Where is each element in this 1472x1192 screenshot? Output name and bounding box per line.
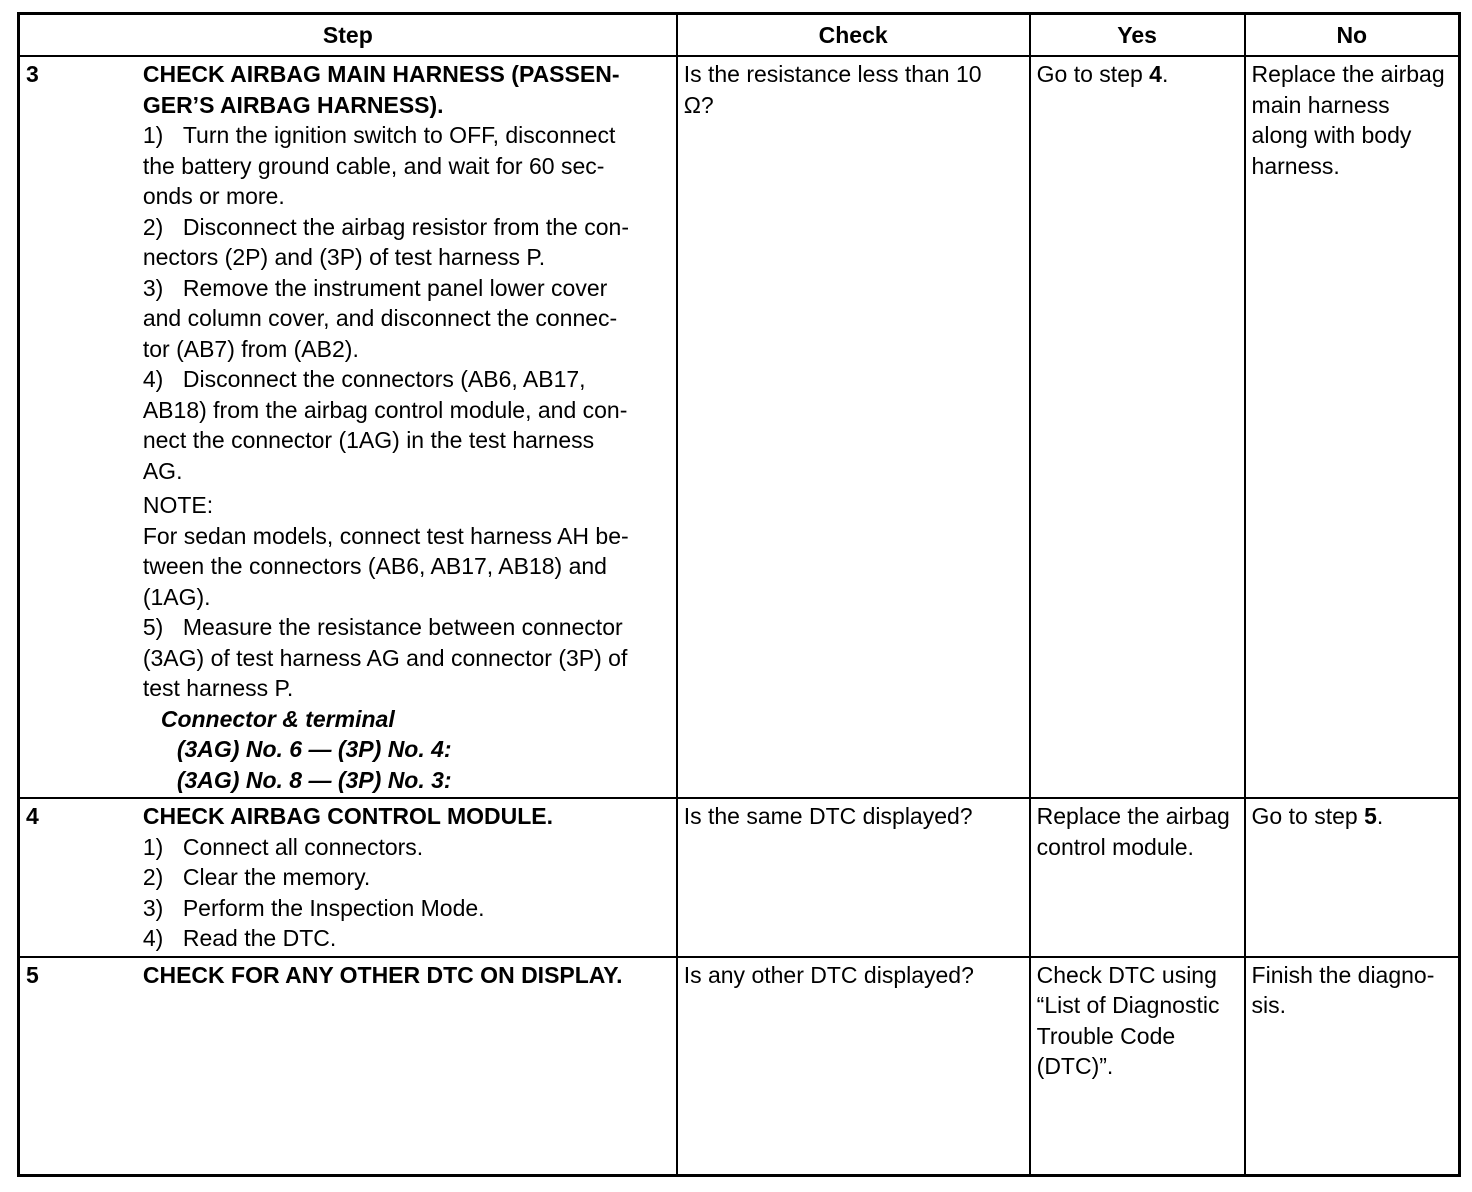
check-cell: Is the resistance less than 10 Ω? [677, 56, 1030, 798]
step-reference: 4 [1149, 61, 1162, 87]
procedure-item: 1) Turn the ignition switch to OFF, disconnect the battery ground cable, and wait for 60 sec- onds or more. [142, 122, 616, 209]
no-cell: Replace the airbag main harness along with body harness. [1245, 56, 1460, 798]
yes-cell: Check DTC using “List of Diagnostic Trouble Code (DTC)”. [1030, 957, 1245, 1176]
procedure-item: 3) Perform the Inspection Mode. [142, 894, 485, 921]
spec-line: (3AG) No. 6 — (3P) No. 4: [176, 736, 452, 762]
procedure-item: 5) Measure the resistance between connector (3AG) of test harness AG and connector (3P) of test harness P. [142, 614, 628, 701]
table-row [19, 798, 1460, 957]
step-number: 3 [19, 56, 137, 798]
note-label: NOTE: [142, 492, 214, 518]
no-cell: Finish the diagno- sis. [1245, 957, 1460, 1176]
spec-line: (3AG) No. 8 — (3P) No. 3: [176, 766, 452, 793]
step-title: CHECK AIRBAG CONTROL MODULE. [142, 803, 554, 829]
step-reference: 5 [1364, 803, 1377, 829]
procedure-item: 1) Connect all connectors. [142, 833, 424, 860]
step-title: CHECK FOR ANY OTHER DTC ON DISPLAY. [142, 961, 623, 988]
step-title: CHECK AIRBAG MAIN HARNESS (PASSEN- GER’S AIRBAG HARNESS). [142, 61, 620, 118]
header-check: Check [677, 14, 1030, 57]
no-cell: Go to step 5. [1245, 798, 1460, 957]
step-description [137, 798, 677, 957]
procedure-item: 2) Clear the memory. [142, 864, 371, 890]
step-description [137, 957, 677, 1176]
header-step: Step [19, 14, 677, 57]
table-row [19, 957, 1460, 1176]
yes-cell: Go to step 4. [1030, 56, 1245, 798]
yes-cell: Replace the airbag control module. [1030, 798, 1245, 957]
step-description [137, 56, 677, 798]
check-cell: Is any other DTC displayed? [677, 957, 1030, 1176]
check-cell: Is the same DTC displayed? [677, 798, 1030, 957]
procedure-item: 4) Disconnect the connectors (AB6, AB17, AB18) from the airbag control module, and con- nect the connector (1AG) in the test harness AG. [142, 366, 628, 484]
note-text: For sedan models, connect test harness AH be- tween the connectors (AB6, AB17, AB18) and (1AG). [142, 522, 629, 610]
procedure-item: 3) Remove the instrument panel lower cover and column cover, and disconnect the connec- tor (AB7) from (AB2). [142, 274, 618, 362]
table-row [19, 56, 1460, 798]
header-row [19, 14, 1460, 57]
header-no: No [1245, 14, 1460, 57]
step-number: 5 [19, 957, 137, 1176]
procedure-item: 2) Disconnect the airbag resistor from the con- nectors (2P) and (3P) of test harness P. [142, 213, 629, 270]
diagnostic-table [17, 12, 1461, 1177]
procedure-item: 4) Read the DTC. [142, 925, 337, 951]
header-yes: Yes [1030, 14, 1245, 57]
spec-heading: Connector & terminal [160, 705, 395, 732]
step-number: 4 [19, 798, 137, 957]
